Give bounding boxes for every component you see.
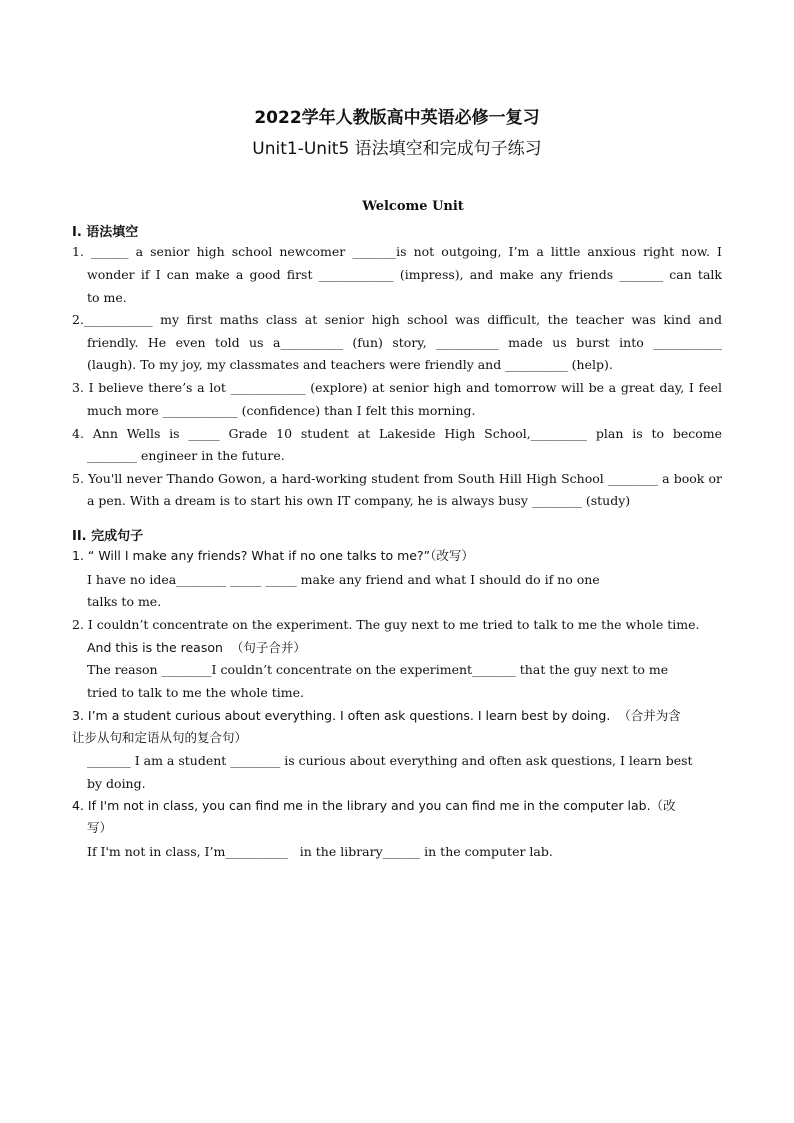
exercise-line: tried to talk to me the whole time.	[87, 685, 304, 700]
exercise-line: If I'm not in class, I’m__________ in the library______ in the computer lab.	[87, 844, 553, 859]
exercise-line: I have no idea________ _____ _____ make any friend and what I should do if no one	[87, 572, 600, 587]
exercise-line: 让步从句和定语从句的复合句）	[72, 730, 248, 745]
exercise-line: ________ engineer in the future.	[87, 448, 285, 463]
exercise-line: 1. “ Will I make any friends? What if no one talks to me?”（改写）	[72, 548, 474, 563]
exercise-line: wonder if I can make a good first ____________ (impress), and make any friends _______ can talk	[87, 267, 722, 282]
exercise-line: 2. I couldn’t concentrate on the experiment. The guy next to me tried to talk to me the whole time.	[72, 617, 700, 632]
exercise-line: And this is the reason （句子合并）	[87, 640, 306, 655]
exercise-line: a pen. With a dream is to start his own IT company, he is always busy ________ (study)	[87, 493, 631, 508]
exercise-line: by doing.	[87, 776, 146, 791]
document-subtitle: Unit1-Unit5 语法填空和完成句子练习	[252, 139, 542, 159]
exercise-line: The reason ________I couldn’t concentrate on the experiment_______ that the guy next to me	[87, 662, 669, 677]
exercise-line: 2.___________ my first maths class at senior high school was difficult, the teacher was kind and	[72, 312, 722, 327]
unit-heading: Welcome Unit	[362, 199, 464, 214]
exercise-line: (laugh). To my joy, my classmates and teachers were friendly and __________ (help).	[87, 357, 613, 372]
section-1-heading: I. 语法填空	[72, 225, 139, 240]
exercise-line: much more ____________ (confidence) than I felt this morning.	[87, 403, 476, 418]
exercise-line: 4. If I'm not in class, you can find me in the library and you can find me in the computer lab.（改	[72, 798, 676, 813]
exercise-line: 3. I believe there’s a lot ____________ (explore) at senior high and tomorrow will be a great day, I feel	[72, 380, 722, 395]
section-2-heading: II. 完成句子	[72, 529, 144, 544]
exercise-line: 写）	[87, 820, 113, 835]
exercise-line: 3. I’m a student curious about everything. I often ask questions. I learn best by doing. （合并为含	[72, 708, 681, 723]
document-title: 2022学年人教版高中英语必修一复习	[254, 108, 540, 128]
exercise-line: talks to me.	[87, 594, 162, 609]
exercise-line: 1. ______ a senior high school newcomer _______is not outgoing, I’m a little anxious right now. I	[72, 244, 722, 259]
exercise-line: 5. You'll never Thando Gowon, a hard-working student from South Hill High School ________ a book or	[72, 471, 722, 486]
exercise-line: 4. Ann Wells is _____ Grade 10 student at Lakeside High School,_________ plan is to become	[72, 426, 722, 441]
exercise-line: friendly. He even told us a__________ (fun) story, __________ made us burst into ___________	[87, 335, 722, 350]
exercise-line: to me.	[87, 290, 127, 305]
exercise-line: _______ I am a student ________ is curious about everything and often ask questions, I learn best	[87, 753, 693, 768]
